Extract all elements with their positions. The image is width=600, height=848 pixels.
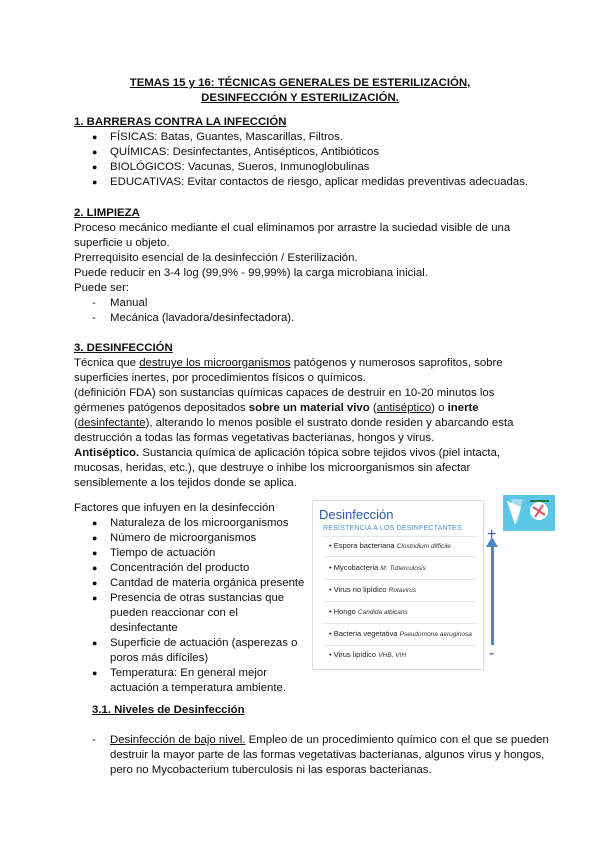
paragraph-line: destrucción a todas las formas vegetativas bacterianas, hongos y virus. <box>74 432 435 444</box>
paragraph-line: sensiblemente a los tejidos donde se aplica. <box>74 477 297 489</box>
figure-subtitle: RESISTENCIA A LOS DESINFECTANTES <box>323 525 462 532</box>
bullet-icon: ● <box>92 593 98 603</box>
factor-item: Superficie de actuación (asperezas o <box>110 637 298 649</box>
paragraph-line: (desinfectante), alterando lo menos posible el sustrato donde residen y abarcando esta <box>74 417 514 429</box>
factor-item: Presencia de otras sustancias que <box>110 592 285 604</box>
paragraph-line: superficie u objeto. <box>74 237 170 249</box>
factors-intro: Factores que infuyen en la desinfección <box>74 502 275 514</box>
paragraph-line: gérmenes patógenos depositados sobre un material vivo (antiséptico) o inerte <box>74 402 479 414</box>
divider <box>325 623 475 624</box>
paragraph-line: destruir la mayor parte de las formas vegetativas bacterianas, algunos virus y hongos, <box>110 749 545 761</box>
paragraph-line: Puede reducir en 3-4 log (99,9% - 99,99%) la carga microbiana inicial. <box>74 267 428 279</box>
divider <box>325 601 475 602</box>
paragraph-line: mucosas, heridas, etc.), que destruye o inhibe los microorganismos sin afectar <box>74 462 471 474</box>
factor-item: Concentración del producto <box>110 562 250 574</box>
factor-item: Número de microorganismos <box>110 532 257 544</box>
bullet-icon: ● <box>92 638 98 648</box>
resistance-item: • Mycobacteria M. Tuberculosis <box>329 563 426 572</box>
factor-item-cont: desinfectante <box>110 622 178 634</box>
barrier-item: QUÍMICAS: Desinfectantes, Antisépticos, Antibióticos <box>110 146 380 158</box>
divider <box>325 536 475 537</box>
page-title-line-1: TEMAS 15 y 16: TÉCNICAS GENERALES DE ESTERILIZACIÓN, <box>129 77 471 89</box>
resistance-item: • Espora bacteriana Clostridium difficile <box>329 541 451 550</box>
resistance-figure <box>312 500 484 670</box>
bullet-icon: ● <box>92 563 98 573</box>
section2-heading: 2. LIMPIEZA <box>74 207 140 219</box>
resistance-item: • Hongo Candida albicans <box>329 607 408 616</box>
paragraph-line: Proceso mecánico mediante el cual eliminamos por arrastre la suciedad visible de una <box>74 222 511 234</box>
factor-item-cont: actuación a temperatura ambiente. <box>110 682 287 694</box>
paragraph-line: (definición FDA) son sustancias químicas capaces de destruir en 10-20 minutos los <box>74 387 495 399</box>
factor-item-cont: poros más difíciles) <box>110 652 209 664</box>
paragraph-line: pero no Mycobacterium tuberculosis ni las esporas bacterianas. <box>110 764 432 776</box>
factor-item: Temperatura: En general mejor <box>110 667 268 679</box>
plus-label: + <box>487 526 497 543</box>
barrier-item: BIOLÓGICOS: Vacunas, Sueros, Inmunoglobulinas <box>110 161 370 173</box>
paragraph-line: Técnica que destruye los microorganismos patógenos y numerosos saprofitos, sobre <box>74 357 503 369</box>
bullet-icon: ● <box>92 132 98 142</box>
divider <box>325 645 475 646</box>
resistance-item: • Bacteria vegetativa Pseudomona aeruginosa <box>329 629 472 638</box>
barrier-item: EDUCATIVAS: Evitar contactos de riesgo, aplicar medidas preventivas adecuadas. <box>110 176 529 188</box>
paragraph-line: Antiséptico. Sustancia química de aplicación tópica sobre tejidos vivos (piel intacta, <box>74 447 501 459</box>
paragraph-line: Desinfección de bajo nivel. Empleo de un procedimiento químico con el que se pueden <box>110 734 549 746</box>
cleaning-type: Mecánica (lavadora/desinfectadora). <box>110 312 295 324</box>
minus-label: - <box>489 645 495 662</box>
factor-item: Tiempo de actuación <box>110 547 216 559</box>
factor-item-cont: pueden reaccionar con el <box>110 607 238 619</box>
resistance-item: • Virus lipídico VHB, VIH <box>329 650 407 659</box>
paragraph-line: Prerrequisito esencial de la desinfección / Esterilización. <box>74 252 358 264</box>
bullet-icon: ● <box>92 578 98 588</box>
paragraph-line: superficies inertes, por procedimientos físicos o químicos. <box>74 372 366 384</box>
bullet-icon: ● <box>92 668 98 678</box>
cleaning-type: Manual <box>110 297 148 309</box>
factor-item: Cantdad de materia orgánica presente <box>110 577 305 589</box>
bullet-icon: ● <box>92 518 98 528</box>
page-title-line-2: DESINFECCIÓN Y ESTERILIZACIÓN. <box>201 92 399 104</box>
bullet-icon: ● <box>92 162 98 172</box>
section3-heading: 3. DESINFECCIÓN <box>74 342 173 354</box>
dash-marker: - <box>92 297 96 309</box>
figure-title: Desinfección <box>319 507 394 522</box>
divider <box>325 556 475 557</box>
pharmacy-logo-icon <box>503 495 555 531</box>
bullet-icon: ● <box>92 533 98 543</box>
section31-heading: 3.1. Niveles de Desinfección <box>92 704 245 716</box>
dash-marker: - <box>92 312 96 324</box>
divider <box>325 579 475 580</box>
paragraph-line: Puede ser: <box>74 282 130 294</box>
bullet-icon: ● <box>92 147 98 157</box>
bullet-icon: ● <box>92 177 98 187</box>
dash-marker: - <box>92 734 96 746</box>
section1-heading: 1. BARRERAS CONTRA LA INFECCIÓN <box>74 116 287 128</box>
barrier-item: FÍSICAS: Batas, Guantes, Mascarillas, Filtros. <box>110 131 343 143</box>
bullet-icon: ● <box>92 548 98 558</box>
resistance-item: • Virus no lipídico Rotavirus <box>329 585 417 594</box>
arrow-shaft <box>491 545 494 645</box>
factor-item: Naturaleza de los microorganismos <box>110 517 289 529</box>
